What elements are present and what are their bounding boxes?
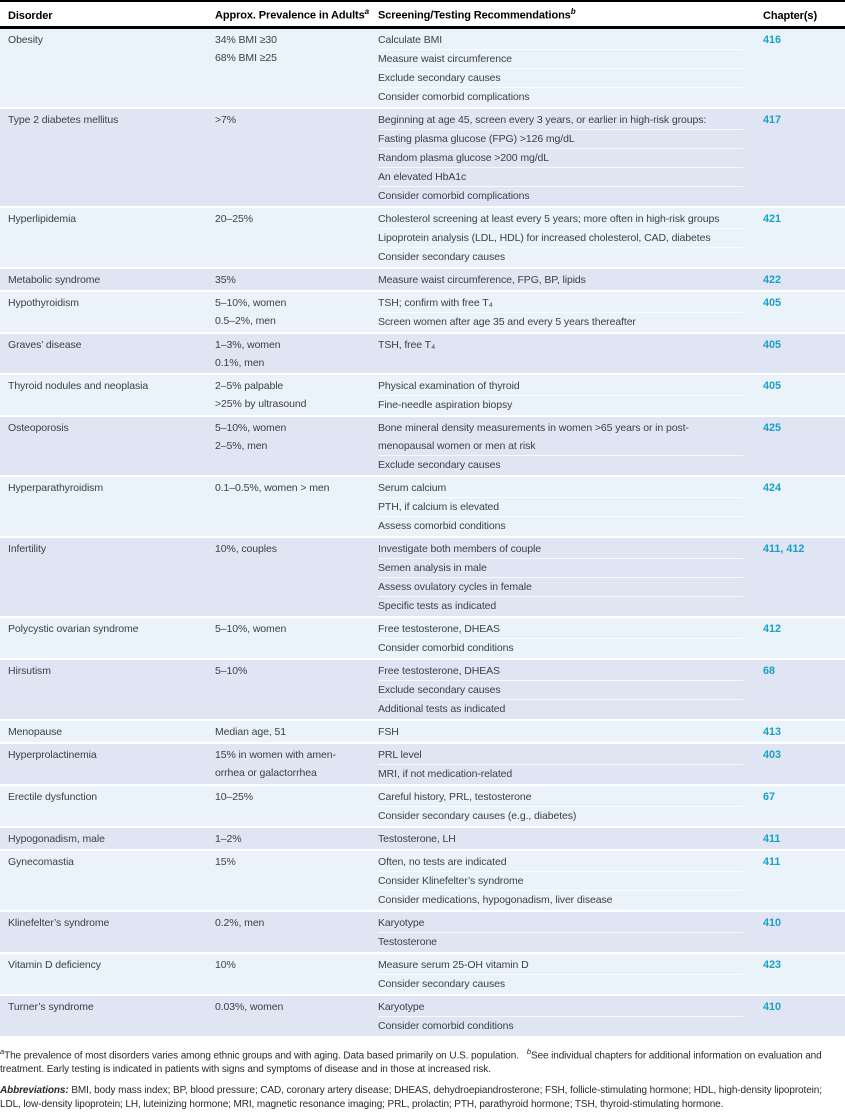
recommendations-cell	[370, 723, 755, 741]
recommendations-cell	[370, 914, 755, 951]
disorder-cell	[0, 956, 207, 993]
chapter-ref[interactable]: 410	[763, 1000, 782, 1013]
disorder-cell	[0, 746, 207, 783]
prevalence-line: 0.5–2%, men	[215, 314, 276, 327]
recommendation-item: Karyotype	[378, 1000, 425, 1013]
disorder-name: Menopause	[8, 725, 62, 738]
prevalence-line: 1–3%, women	[215, 338, 281, 351]
recommendations-cell	[370, 294, 755, 331]
recommendation-item: TSH; confirm with free T₄	[378, 296, 493, 309]
prevalence-cell	[207, 914, 370, 951]
recommendations-cell	[370, 336, 755, 372]
footnote-a-marker: a	[0, 1046, 5, 1056]
disorder-name: Osteoporosis	[8, 421, 69, 434]
recommendation-item: Consider Klinefelter’s syndrome	[378, 871, 743, 890]
recommendation-item: Careful history, PRL, testosterone	[378, 790, 532, 803]
prevalence-line: 10–25%	[215, 790, 253, 803]
recommendation-item: An elevated HbA1c	[378, 167, 743, 186]
prevalence-line: 1–2%	[215, 832, 242, 845]
prevalence-cell	[207, 998, 370, 1035]
chapter-ref[interactable]: 68	[763, 664, 776, 677]
disorder-row	[0, 29, 845, 109]
recommendations-cell	[370, 31, 755, 106]
prevalence-line: 0.2%, men	[215, 916, 265, 929]
recommendation-item: Karyotype	[378, 916, 425, 929]
recommendation-item: Consider secondary causes (e.g., diabetes)	[378, 806, 743, 825]
recommendation-item: MRI, if not medication-related	[378, 764, 743, 783]
prevalence-line: 20–25%	[215, 212, 253, 225]
disorder-cell	[0, 479, 207, 535]
disorder-cell	[0, 294, 207, 331]
chapter-cell	[755, 210, 845, 266]
disorder-name: Obesity	[8, 33, 43, 46]
disorder-cell	[0, 620, 207, 657]
chapter-ref[interactable]: 411	[763, 855, 781, 868]
chapter-ref[interactable]: 421	[763, 212, 782, 225]
recommendation-item: Measure waist circumference, FPG, BP, lipids	[378, 273, 586, 286]
recommendation-item: Free testosterone, DHEAS	[378, 664, 500, 677]
disorder-cell	[0, 662, 207, 718]
disorder-row	[0, 996, 845, 1038]
disorder-row	[0, 334, 845, 375]
chapter-cell	[755, 377, 845, 414]
prevalence-line: 0.03%, women	[215, 1000, 284, 1013]
prevalence-cell	[207, 210, 370, 266]
abbreviations-label: Abbreviations:	[0, 1084, 69, 1096]
disorder-name: Hyperprolactinemia	[8, 748, 97, 761]
prevalence-cell	[207, 294, 370, 331]
recommendation-item: Consider comorbid complications	[378, 186, 743, 205]
recommendations-cell	[370, 271, 755, 289]
disorder-cell	[0, 336, 207, 372]
recommendation-item: Physical examination of thyroid	[378, 379, 520, 392]
disorder-name: Vitamin D deficiency	[8, 958, 101, 971]
disorder-row	[0, 538, 845, 618]
prevalence-cell	[207, 419, 370, 474]
recommendation-item: Measure waist circumference	[378, 49, 743, 68]
footnote-a-text: The prevalence of most disorders varies among ethnic groups and with aging. Data based primarily on U.S. population.	[4, 1049, 519, 1061]
recommendation-item: Measure serum 25-OH vitamin D	[378, 958, 529, 971]
chapter-cell	[755, 111, 845, 205]
prevalence-line: 68% BMI ≥25	[215, 51, 277, 64]
disorder-row	[0, 660, 845, 721]
disorder-name: Hypogonadism, male	[8, 832, 105, 845]
recommendation-item: Consider comorbid complications	[378, 87, 743, 106]
recommendation-item: Bone mineral density measurements in women >65 years or in post-menopausal women or men at risk	[378, 421, 689, 452]
disorder-cell	[0, 271, 207, 289]
col-header-prevalence	[207, 5, 370, 23]
chapter-ref[interactable]: 411, 412	[763, 542, 805, 555]
recommendation-item: Consider medications, hypogonadism, liver disease	[378, 890, 743, 909]
col-header-chapters: Chapter(s)	[763, 9, 818, 22]
chapter-cell	[755, 336, 845, 372]
chapter-cell	[755, 746, 845, 783]
chapter-cell	[755, 419, 845, 474]
recommendation-item: Consider comorbid conditions	[378, 1016, 743, 1035]
abbreviations	[0, 1084, 845, 1112]
prevalence-cell	[207, 336, 370, 372]
recommendations-cell	[370, 956, 755, 993]
chapter-ref[interactable]: 417	[763, 113, 782, 126]
disorder-row	[0, 208, 845, 269]
chapter-cell	[755, 479, 845, 535]
recommendation-item: Screen women after age 35 and every 5 years thereafter	[378, 312, 743, 331]
chapter-ref[interactable]: 424	[763, 481, 782, 494]
chapter-cell	[755, 914, 845, 951]
col-header-prevalence-label: Approx. Prevalence in Adults	[215, 9, 365, 22]
disorder-name: Type 2 diabetes mellitus	[8, 113, 119, 126]
disorder-row	[0, 828, 845, 851]
recommendations-cell	[370, 111, 755, 205]
recommendations-cell	[370, 998, 755, 1035]
prevalence-cell	[207, 111, 370, 205]
recommendation-item: Often, no tests are indicated	[378, 855, 507, 868]
disorder-name: Hyperlipidemia	[8, 212, 77, 225]
chapter-cell	[755, 956, 845, 993]
footnote-b-superscript: b	[570, 7, 576, 16]
chapter-ref[interactable]: 412	[763, 622, 782, 635]
disorder-name: Thyroid nodules and neoplasia	[8, 379, 149, 392]
disorder-name: Polycystic ovarian syndrome	[8, 622, 139, 635]
recommendations-cell	[370, 746, 755, 783]
chapter-ref[interactable]: 422	[763, 273, 782, 286]
disorder-cell	[0, 31, 207, 106]
chapter-ref[interactable]: 403	[763, 748, 782, 761]
chapter-cell	[755, 620, 845, 657]
prevalence-line: 15%	[215, 855, 236, 868]
chapter-cell	[755, 830, 845, 848]
col-header-disorder: Disorder	[8, 9, 53, 22]
disorder-name: Hirsutism	[8, 664, 51, 677]
chapter-cell	[755, 788, 845, 825]
recommendation-item: Lipoprotein analysis (LDL, HDL) for increased cholesterol, CAD, diabetes	[378, 228, 743, 247]
disorder-row	[0, 721, 845, 744]
disorder-row	[0, 851, 845, 912]
disorder-cell	[0, 998, 207, 1035]
disorder-cell	[0, 377, 207, 414]
recommendation-item: Assess comorbid conditions	[378, 516, 743, 535]
chapter-cell	[755, 540, 845, 615]
chapter-cell	[755, 998, 845, 1035]
recommendation-item: FSH	[378, 725, 399, 738]
chapter-ref[interactable]: 67	[763, 790, 776, 803]
recommendation-item: Investigate both members of couple	[378, 542, 541, 555]
disorder-name: Metabolic syndrome	[8, 273, 101, 286]
disorder-name: Gynecomastia	[8, 855, 74, 868]
recommendations-cell	[370, 620, 755, 657]
prevalence-cell	[207, 788, 370, 825]
recommendation-item: Beginning at age 45, screen every 3 years, or earlier in high-risk groups:	[378, 113, 707, 126]
chapter-cell	[755, 723, 845, 741]
chapter-ref[interactable]: 410	[763, 916, 782, 929]
chapter-ref[interactable]: 411	[763, 832, 781, 845]
prevalence-cell	[207, 31, 370, 106]
prevalence-cell	[207, 662, 370, 718]
recommendations-cell	[370, 788, 755, 825]
prevalence-line: 5–10%, women	[215, 421, 287, 434]
recommendations-cell	[370, 377, 755, 414]
disorder-cell	[0, 723, 207, 741]
chapter-ref[interactable]: 423	[763, 958, 782, 971]
disorder-cell	[0, 540, 207, 615]
prevalence-line: 10%, couples	[215, 542, 277, 555]
disorder-row	[0, 912, 845, 954]
prevalence-line: 10%	[215, 958, 236, 971]
recommendation-item: TSH, free T₄	[378, 338, 436, 351]
prevalence-cell	[207, 830, 370, 848]
prevalence-line: 2–5% palpable	[215, 379, 284, 392]
footnote-a-superscript: a	[364, 7, 369, 16]
recommendation-item: Fine-needle aspiration biopsy	[378, 395, 743, 414]
disorder-name: Hypothyroidism	[8, 296, 79, 309]
col-header-recommendations-label: Screening/Testing Recommendations	[378, 9, 571, 22]
recommendations-cell	[370, 853, 755, 909]
recommendation-item: Exclude secondary causes	[378, 68, 743, 87]
disorder-row	[0, 109, 845, 208]
disorder-name: Infertility	[8, 542, 46, 555]
prevalence-cell	[207, 723, 370, 741]
chapter-ref[interactable]: 405	[763, 296, 782, 309]
chapter-ref[interactable]: 405	[763, 338, 782, 351]
recommendation-item: Specific tests as indicated	[378, 596, 743, 615]
disorder-row	[0, 375, 845, 417]
recommendation-item: Exclude secondary causes	[378, 455, 743, 474]
table-header-row	[0, 2, 845, 29]
disorder-cell	[0, 419, 207, 474]
disorder-name: Turner’s syndrome	[8, 1000, 94, 1013]
abbreviations-text: BMI, body mass index; BP, blood pressure; CAD, coronary artery disease; DHEAS, dehydroepiandrosterone; FSH, follicle-stimulating hormone; HDL, high-density lipoprotein; LDL, low-density lipoprotein; LH, luteinizing hormone; MRI, magnetic resonance imaging; PRL, prolactin; PTH, parathyroid hormone; TSH, thyroid-stimulating hormone.	[0, 1084, 822, 1110]
disorder-cell	[0, 788, 207, 825]
prevalence-cell	[207, 620, 370, 657]
prevalence-cell	[207, 853, 370, 909]
disorder-cell	[0, 830, 207, 848]
disorder-row	[0, 618, 845, 660]
footnotes	[0, 1045, 845, 1077]
recommendation-item: Calculate BMI	[378, 33, 443, 46]
recommendation-item: Additional tests as indicated	[378, 699, 743, 718]
prevalence-line: 15% in women with amen-	[215, 748, 336, 761]
recommendation-item: PRL level	[378, 748, 422, 761]
recommendation-item: Fasting plasma glucose (FPG) >126 mg/dL	[378, 129, 743, 148]
recommendations-cell	[370, 662, 755, 718]
chapter-cell	[755, 271, 845, 289]
prevalence-line: 5–10%, women	[215, 622, 287, 635]
prevalence-line: orrhea or galactorrhea	[215, 766, 317, 779]
recommendation-item: Semen analysis in male	[378, 558, 743, 577]
prevalence-line: >25% by ultrasound	[215, 397, 307, 410]
prevalence-cell	[207, 479, 370, 535]
disorder-cell	[0, 914, 207, 951]
recommendation-item: Random plasma glucose >200 mg/dL	[378, 148, 743, 167]
recommendation-item: Serum calcium	[378, 481, 447, 494]
prevalence-cell	[207, 956, 370, 993]
disorder-name: Hyperparathyroidism	[8, 481, 103, 494]
recommendation-item: Exclude secondary causes	[378, 680, 743, 699]
prevalence-cell	[207, 540, 370, 615]
recommendation-item: Consider secondary causes	[378, 974, 743, 993]
chapter-ref[interactable]: 405	[763, 379, 782, 392]
chapter-cell	[755, 662, 845, 718]
recommendations-cell	[370, 830, 755, 848]
recommendations-cell	[370, 479, 755, 535]
prevalence-cell	[207, 746, 370, 783]
col-header-recommendations	[370, 5, 755, 23]
recommendation-item: Testosterone	[378, 932, 743, 951]
chapter-cell	[755, 853, 845, 909]
chapter-ref[interactable]: 413	[763, 725, 782, 738]
footnote-b-text: See individual chapters for additional information on evaluation and treatment. Early testing is indicated in patients with signs and symptoms of disease and in those at increased risk.	[0, 1049, 822, 1075]
disorder-row	[0, 477, 845, 538]
recommendation-item: Assess ovulatory cycles in female	[378, 577, 743, 596]
prevalence-line: 0.1–0.5%, women > men	[215, 481, 330, 494]
prevalence-cell	[207, 271, 370, 289]
prevalence-line: 0.1%, men	[215, 356, 265, 369]
chapter-ref[interactable]: 425	[763, 421, 782, 434]
chapter-cell	[755, 294, 845, 331]
disorder-cell	[0, 210, 207, 266]
prevalence-line: 34% BMI ≥30	[215, 33, 277, 46]
recommendation-item: Testosterone, LH	[378, 832, 456, 845]
recommendations-cell	[370, 540, 755, 615]
chapter-cell	[755, 31, 845, 106]
recommendation-item: Consider comorbid conditions	[378, 638, 743, 657]
disorder-row	[0, 744, 845, 786]
chapter-ref[interactable]: 416	[763, 33, 782, 46]
prevalence-line: >7%	[215, 113, 237, 126]
prevalence-line: 5–10%, women	[215, 296, 287, 309]
disorder-name: Graves’ disease	[8, 338, 82, 351]
table-body	[0, 29, 845, 1038]
recommendations-cell	[370, 419, 755, 474]
recommendation-item: PTH, if calcium is elevated	[378, 497, 743, 516]
footnote-b-marker: b	[526, 1046, 531, 1056]
disorder-name: Erectile dysfunction	[8, 790, 98, 803]
disorder-row	[0, 954, 845, 996]
disorder-name: Klinefelter’s syndrome	[8, 916, 110, 929]
prevalence-line: 2–5%, men	[215, 439, 268, 452]
recommendation-item: Consider secondary causes	[378, 247, 743, 266]
prevalence-line: 5–10%	[215, 664, 248, 677]
disorder-cell	[0, 853, 207, 909]
recommendations-cell	[370, 210, 755, 266]
disorder-row	[0, 292, 845, 334]
prevalence-line: 35%	[215, 273, 236, 286]
disorder-row	[0, 269, 845, 292]
prevalence-line: Median age, 51	[215, 725, 286, 738]
prevalence-cell	[207, 377, 370, 414]
recommendation-item: Cholesterol screening at least every 5 years; more often in high-risk groups	[378, 212, 720, 225]
recommendation-item: Free testosterone, DHEAS	[378, 622, 500, 635]
disorder-row	[0, 786, 845, 828]
disorder-cell	[0, 111, 207, 205]
disorder-row	[0, 417, 845, 477]
